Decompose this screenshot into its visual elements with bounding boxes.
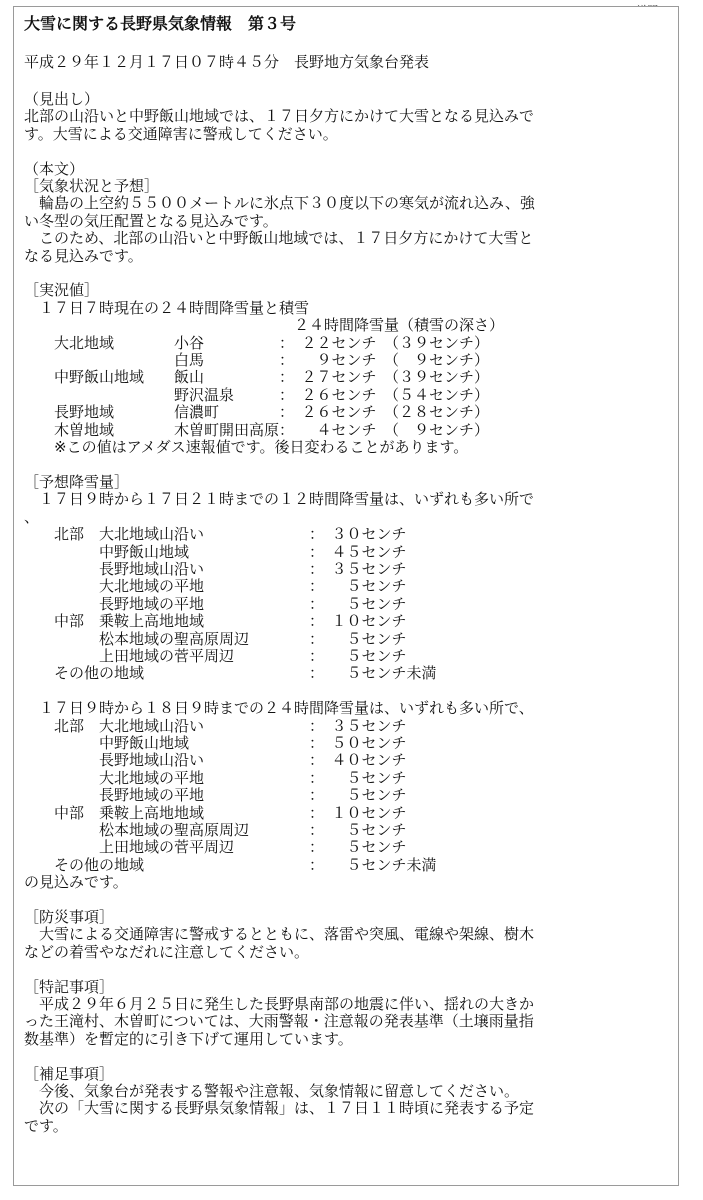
body-line: 大北地域 小谷 ： ２２センチ （３９センチ）: [24, 333, 490, 352]
bulletin-title: 大雪に関する長野県気象情報 第３号: [24, 14, 297, 33]
body-line: 北部 大北地域山沿い ： ３５センチ: [24, 716, 407, 735]
body-line: １７日９時から１７日２１時までの１２時間降雪量は、いずれも多い所で: [24, 490, 535, 509]
body-line: などの着雪やなだれに注意してください。: [24, 942, 310, 961]
body-line: （見出し）: [24, 90, 100, 108]
body-line: このため、北部の山沿いと中野飯山地域では、１７日夕方にかけて大雪と: [24, 229, 534, 248]
body-line: ［気象状況と予想］: [24, 177, 160, 196]
body-line: 大雪による交通障害に警戒するとともに、落雷や突風、電線や架線、樹木: [24, 925, 535, 944]
body-line: [24, 265, 664, 282]
body-line: 長野地域山沿い ： ３５センチ: [24, 559, 407, 578]
body-line: [24, 892, 664, 909]
bulletin-body: [24, 91, 664, 1135]
body-line: です。: [24, 1116, 68, 1135]
body-line: 平成２９年６月２５日に発生した長野県南部の地震に伴い、揺れの大きか: [24, 995, 535, 1014]
body-line: ［防災事項］: [24, 908, 115, 927]
body-line: った王滝村、木曽町については、大雨警報・注意報の発表基準（土壌雨量指: [24, 1012, 534, 1031]
body-line: 白馬 ： ９センチ （ ９センチ）: [24, 351, 490, 370]
body-line: １７日７時現在の２４時間降雪量と積雪: [24, 298, 310, 317]
body-line: 大北地域の平地 ： ５センチ: [24, 768, 407, 787]
body-line: ［予想降雪量］: [24, 472, 130, 491]
body-line: 次の「大雪に関する長野県気象情報」は、１７日１１時頃に発表する予定: [24, 1099, 535, 1118]
weather-bulletin: [24, 14, 664, 1135]
body-line: ※この値はアメダス速報値です。後日変わることがあります。: [24, 438, 469, 457]
body-line: 、: [24, 507, 40, 526]
body-line: ［特記事項］: [24, 977, 115, 996]
body-line: なる見込みです。: [24, 246, 143, 265]
body-line: す。大雪による交通障害に警戒してください。: [24, 124, 338, 143]
body-line: 長野地域 信濃町 ： ２６センチ （２８センチ）: [24, 403, 490, 422]
body-line: 木曽地域 木曽町開田高原： ４センチ （ ９センチ）: [24, 420, 490, 439]
body-line: ［実況値］: [24, 281, 100, 300]
body-line: 大北地域の平地 ： ５センチ: [24, 577, 407, 596]
body-line: [24, 457, 664, 474]
body-line: ２４時間降雪量（積雪の深さ）: [24, 316, 505, 335]
body-line: （本文）: [24, 159, 85, 178]
body-line: 北部 大北地域山沿い ： ３０センチ: [24, 525, 407, 544]
issued-line: 平成２９年１２月１７日０７時４５分 長野地方気象台発表: [24, 53, 430, 71]
body-line: 北部の山沿いと中野飯山地域では、１７日夕方にかけて大雪となる見込みで: [24, 107, 535, 126]
body-line: 中部 乗鞍上高地地域 ： １０センチ: [24, 803, 407, 822]
body-line: その他の地域 ： ５センチ未満: [24, 855, 437, 874]
body-line: ［補足事項］: [24, 1064, 115, 1083]
body-line: 長野地域の平地 ： ５センチ: [24, 594, 407, 613]
body-line: 上田地域の菅平周辺 ： ５センチ: [24, 646, 407, 665]
body-line: 長野地域山沿い ： ４０センチ: [24, 751, 407, 770]
body-line: 輪島の上空約５５００メートルに氷点下３０度以下の寒気が流れ込み、強: [24, 194, 535, 213]
body-line: 今後、気象台が発表する警報や注意報、気象情報に留意してください。: [24, 1082, 520, 1101]
body-line: その他の地域 ： ５センチ未満: [24, 664, 437, 683]
body-line: [24, 683, 664, 700]
body-line: 野沢温泉 ： ２６センチ （５４センチ）: [24, 385, 490, 404]
body-line: 長野地域の平地 ： ５センチ: [24, 786, 407, 805]
body-line: 中野飯山地域 ： ４５センチ: [24, 542, 407, 561]
body-line: の見込みです。: [24, 873, 128, 892]
body-line: 数基準）を暫定的に引き下げて運用しています。: [24, 1029, 353, 1048]
body-line: 上田地域の菅平周辺 ： ５センチ: [24, 838, 407, 857]
body-line: 中部 乗鞍上高地地域 ： １０センチ: [24, 612, 407, 631]
body-line: 中野飯山地域 ： ５０センチ: [24, 733, 407, 752]
body-line: 松本地域の聖高原周辺 ： ５センチ: [24, 821, 407, 839]
body-line: １７日９時から１８日９時までの２４時間降雪量は、いずれも多い所で、: [24, 699, 534, 718]
body-line: 松本地域の聖高原周辺 ： ５センチ: [24, 629, 407, 648]
body-line: [24, 961, 664, 978]
body-line: [24, 1048, 664, 1065]
body-line: い冬型の気圧配置となる見込みです。: [24, 211, 278, 230]
body-line: [24, 143, 664, 160]
body-line: 中野飯山地域 飯山 ： ２７センチ （３９センチ）: [24, 368, 490, 387]
